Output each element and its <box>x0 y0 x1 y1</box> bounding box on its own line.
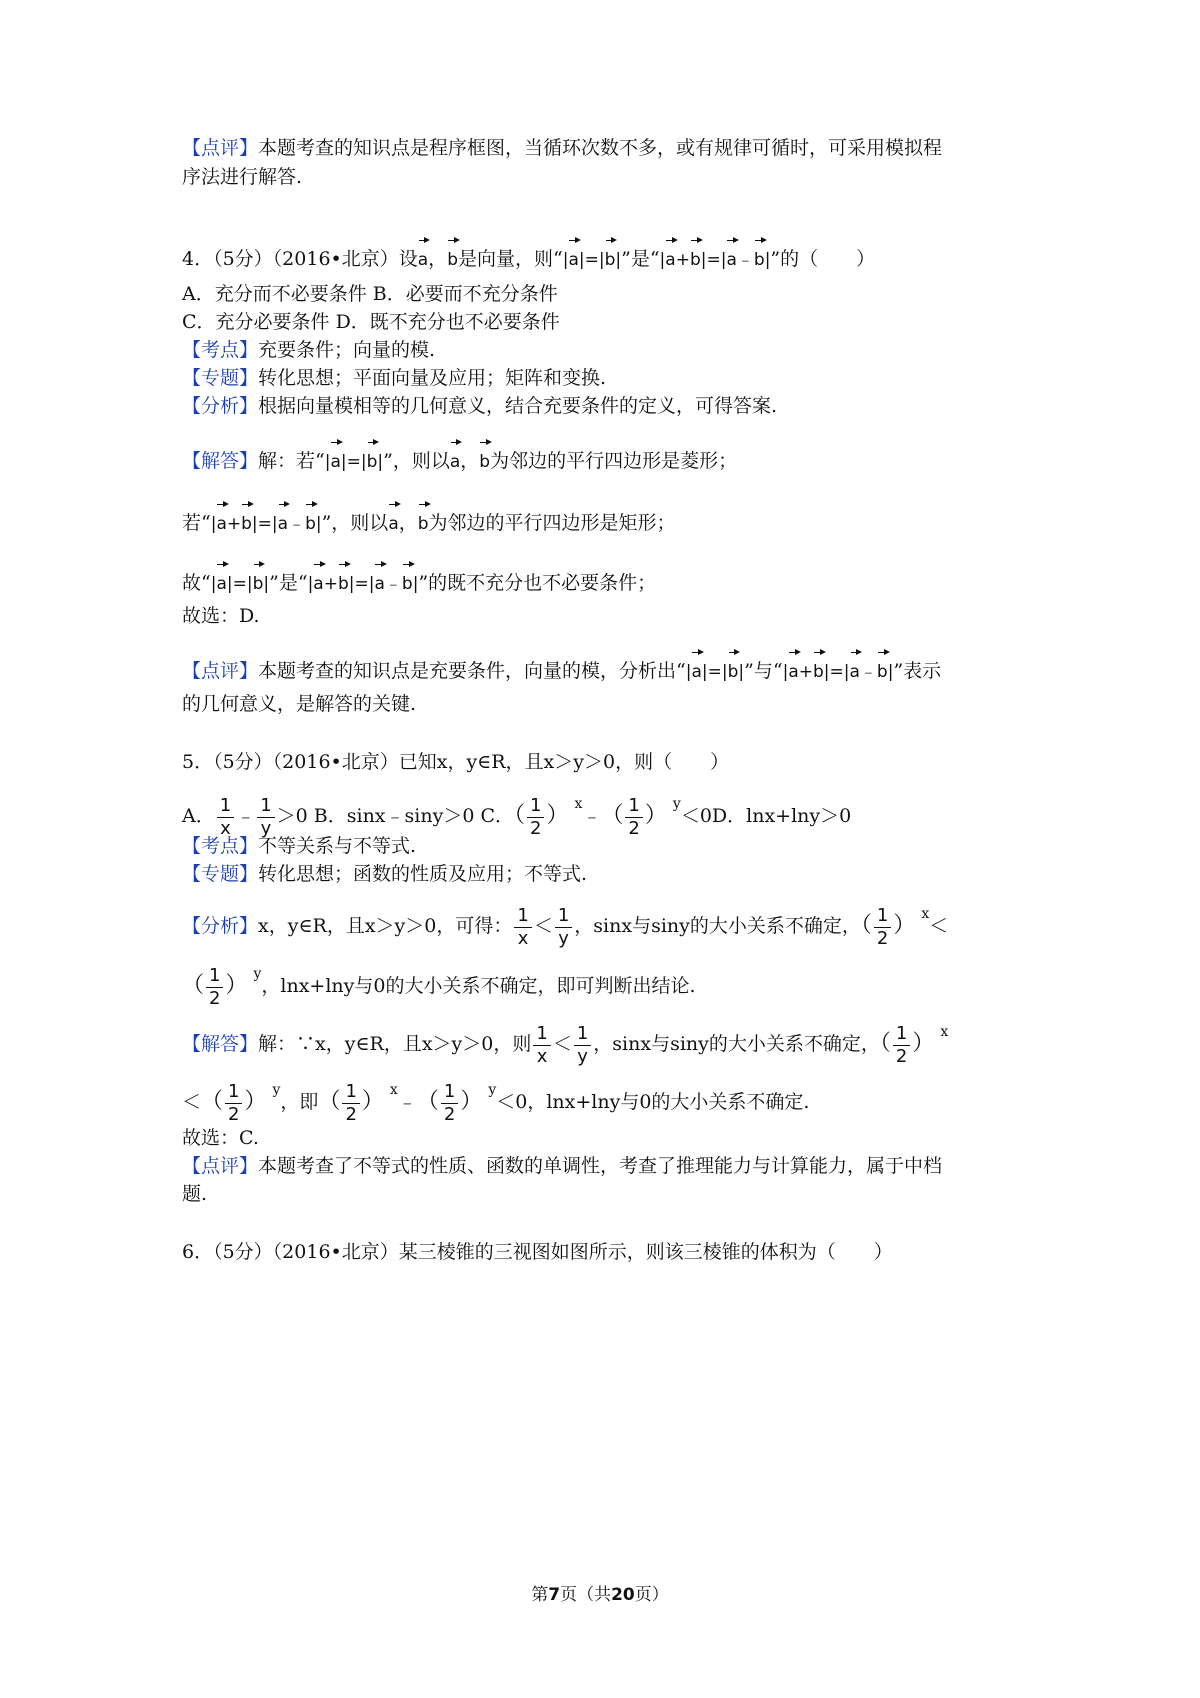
jieda-tag: 【解答】 <box>182 450 259 472</box>
page-footer: 第7页（共20页） <box>531 1585 669 1605</box>
zhuanti-tag: 【专题】 <box>182 367 259 389</box>
abs-a-eq-abs-b: |a|=|b| <box>563 250 621 270</box>
q4-zhuanti-text: 转化思想；平面向量及应用；矩阵和变换. <box>258 367 607 389</box>
abs-sum-eq-abs-diff: |a+b|=|a﹣b| <box>783 662 894 682</box>
q5-jieda-1: 【解答】解：∵x，y∈R，且x＞y＞0，则 $\frac{1}{x}$ ＜ $\frac{1}{y}$ ，sinx与siny的大小关系不确定，（ $\frac{1}{2}$ ） $^x$ <box>182 1022 949 1067</box>
total-pages: 20 <box>611 1585 635 1605</box>
q4-stem-mid: 是向量，则“ <box>457 248 563 270</box>
q5-choices: A． $\frac{1}{x}$ ﹣ $\frac{1}{y}$ ＞0 B．sinx﹣siny＞0 C．（ $\frac{1}{2}$ ） $^x$﹣（ $\frac{1}{2}$ ） $^y$＜0D．lnx+lny＞0 <box>182 794 852 839</box>
q4-fenxi-text: 根据向量模相等的几何意义，结合充要条件的定义，可得答案. <box>258 395 778 417</box>
q5-zhuanti: 【专题】转化思想；函数的性质及应用；不等式. <box>182 863 588 885</box>
abs-a-eq-abs-b: |a|=|b| <box>211 574 269 594</box>
q4-choices-cd: C．充分必要条件 D．既不充分也不必要条件 <box>182 311 560 333</box>
q3-review-line-1 <box>182 134 1042 162</box>
fraction-1-over-y: $\frac{1}{y}$ <box>555 905 572 950</box>
q4-fenxi <box>182 392 1042 420</box>
q4-jieda-3: 故“|a|=|b|”是“|a+b|=|a﹣b|”的既不充分也不必要条件； <box>182 560 1042 598</box>
q5-jieda-2: ＜（ $\frac{1}{2}$ ） $^y$，即（ $\frac{1}{2}$ ） $^x$﹣（ $\frac{1}{2}$ ） $^y$＜0，lnx+lny与0的大小关系不确定. <box>182 1080 810 1125</box>
zhuanti-tag: 【专题】 <box>182 863 259 885</box>
q4-kaodian-text: 充要条件；向量的模. <box>258 339 436 361</box>
q4-stem <box>182 236 1042 274</box>
fraction-1-over-2: $\frac{1}{2}$ <box>342 1081 359 1126</box>
fraction-1-over-2: $\frac{1}{2}$ <box>874 905 891 950</box>
fraction-1-over-x: $\frac{1}{x}$ <box>514 905 531 950</box>
fraction-1-over-y: $\frac{1}{y}$ <box>574 1023 591 1068</box>
q3-review-text-2: 序法进行解答. <box>182 166 303 188</box>
page-number: 7 <box>548 1585 561 1605</box>
vector-a: a <box>418 236 428 274</box>
q4-jieda-1: 【解答】解：若“|a|=|b|”，则以a，b为邻边的平行四边形是菱形； <box>182 438 1042 476</box>
comma: ， <box>428 248 448 270</box>
kaodian-tag: 【考点】 <box>182 339 259 361</box>
q4-jieda-2: 若“|a+b|=|a﹣b|”，则以a，b为邻边的平行四边形是矩形； <box>182 500 1042 538</box>
review-tag: 【点评】 <box>182 1155 259 1177</box>
q5-review-2: 题. <box>182 1183 208 1205</box>
fraction-1-over-2: $\frac{1}{2}$ <box>893 1023 910 1068</box>
q4-review-1: 【点评】本题考查的知识点是充要条件，向量的模，分析出“|a|=|b|”与“|a+b|=|a﹣b|”表示 <box>182 648 1042 686</box>
abs-a-eq-abs-b: |a|=|b| <box>686 662 744 682</box>
q4-kaodian <box>182 336 1042 364</box>
fenxi-tag: 【分析】 <box>182 915 259 937</box>
fraction-1-over-2: $\frac{1}{2}$ <box>625 795 642 840</box>
q5-stem: 5．（5分）（2016•北京）已知x，y∈R，且x＞y＞0，则（ ） <box>182 751 730 773</box>
q4-stem-prefix: 4．（5分）（2016•北京）设 <box>182 248 418 270</box>
fraction-1-over-2: $\frac{1}{2}$ <box>206 965 223 1010</box>
fraction-1-over-y: $\frac{1}{y}$ <box>257 795 274 840</box>
q5-kaodian: 【考点】不等关系与不等式. <box>182 835 417 857</box>
fraction-1-over-2: $\frac{1}{2}$ <box>225 1081 242 1126</box>
q4-stem-suffix: ”的（ ） <box>770 248 876 270</box>
abs-sum-eq-abs-diff: |a+b|=|a﹣b| <box>308 574 419 594</box>
q4-stem-mid2: ”是“ <box>621 248 660 270</box>
kaodian-tag: 【考点】 <box>182 835 259 857</box>
abs-sum-eq-abs-diff: |a+b|=|a﹣b| <box>211 514 322 534</box>
abs-sum-eq-abs-diff: |a+b|=|a﹣b| <box>660 250 771 270</box>
abs-a-eq-abs-b: |a|=|b| <box>325 452 383 472</box>
q3-review-text-1: 本题考查的知识点是程序框图，当循环次数不多，或有规律可循时，可采用模拟程 <box>258 137 943 159</box>
q4-answer: 故选：D. <box>182 605 260 627</box>
fraction-1-over-x: $\frac{1}{x}$ <box>533 1023 550 1068</box>
fraction-1-over-2: $\frac{1}{2}$ <box>441 1081 458 1126</box>
q6-stem: 6．（5分）（2016•北京）某三棱锥的三视图如图所示，则该三棱锥的体积为（ ） <box>182 1241 893 1263</box>
q3-review-line-2 <box>182 163 1042 191</box>
q5-review-1: 【点评】本题考查了不等式的性质、函数的单调性，考查了推理能力与计算能力，属于中档 <box>182 1155 943 1177</box>
q5-fenxi-2: （ $\frac{1}{2}$ ） $^y$，lnx+lny与0的大小关系不确定，即可判断出结论. <box>182 964 696 1009</box>
review-tag: 【点评】 <box>182 660 259 682</box>
fraction-1-over-x: $\frac{1}{x}$ <box>217 795 234 840</box>
q5-fenxi-1: 【分析】x，y∈R，且x＞y＞0，可得： $\frac{1}{x}$ ＜ $\frac{1}{y}$ ，sinx与siny的大小关系不确定，（ $\frac{1}{2}$ ） $^x$＜ <box>182 904 949 949</box>
jieda-tag: 【解答】 <box>182 1033 259 1055</box>
fraction-1-over-2: $\frac{1}{2}$ <box>527 795 544 840</box>
q4-zhuanti <box>182 364 1042 392</box>
vector-b: b <box>447 236 458 274</box>
fenxi-tag: 【分析】 <box>182 395 259 417</box>
q4-review-2: 的几何意义，是解答的关键. <box>182 693 417 715</box>
q5-answer: 故选：C. <box>182 1127 259 1149</box>
q4-choices-ab: A．充分而不必要条件 B．必要而不充分条件 <box>182 283 558 305</box>
review-tag: 【点评】 <box>182 137 259 159</box>
